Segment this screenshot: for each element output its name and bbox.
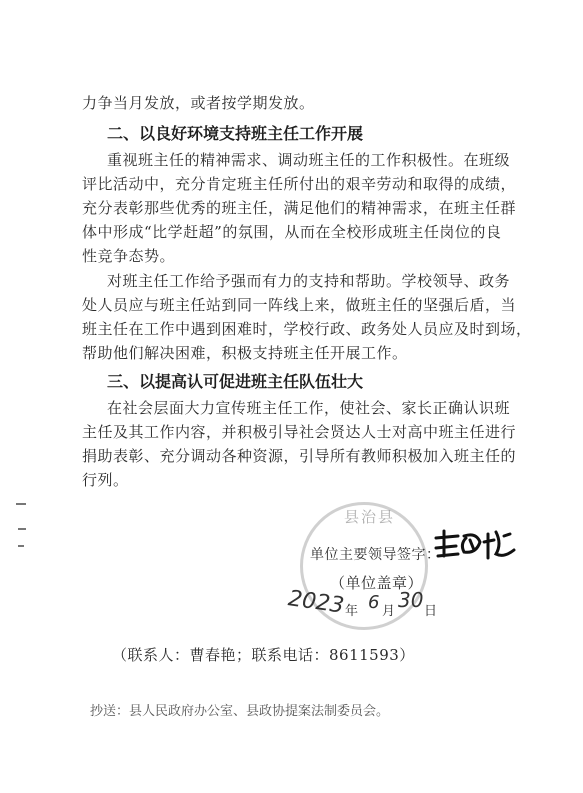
scan-mark (16, 503, 26, 505)
date-day-char: 日 (424, 604, 438, 619)
paragraph-line: 在社会层面大力宣传班主任工作，使社会、家长正确认识班 (107, 399, 511, 417)
date-year: 2023 (286, 586, 346, 619)
paragraph-line: 帮助他们解决困难，积极支持班主任开展工作。 (82, 344, 408, 362)
date-year-char: 年 (345, 604, 359, 619)
scan-mark (18, 545, 24, 547)
scan-mark (18, 528, 26, 530)
paragraph-line: 对班主任工作给予强而有力的支持和帮助。学校领导、政务 (107, 272, 511, 290)
cc-line: 抄送：县人民政府办公室、县政协提案法制委员会。 (90, 704, 390, 719)
seal-text: 县治县 (344, 508, 396, 526)
date-month-char: 月 (382, 604, 396, 619)
paragraph-line: 行列。 (82, 471, 129, 489)
signature-label: 单位主要领导签字： (310, 547, 441, 563)
date-day: 30 (398, 588, 424, 612)
seal-label: （单位盖章） (330, 574, 424, 592)
paragraph-line: 力争当月发放，或者按学期发放。 (82, 94, 315, 112)
paragraph-line: 重视班主任的精神需求、调动班主任的工作积极性。在班级 (107, 151, 511, 169)
paragraph-line: 捐助表彰、充分调动各种资源，引导所有教师积极加入班主任的 (82, 447, 517, 465)
contact-info: （联系人：曹春艳；联系电话：8611593） (112, 646, 415, 664)
paragraph-line: 充分表彰那些优秀的班主任，满足他们的精神需求，在班主任群 (82, 199, 517, 217)
section-heading-3: 三、以提高认可促进班主任队伍壮大 (107, 372, 364, 391)
date-month: 6 (368, 592, 380, 613)
paragraph-line: 评比活动中，充分肯定班主任所付出的艰辛劳动和取得的成绩， (82, 175, 517, 193)
paragraph-line: 班主任在工作中遇到困难时，学校行政、政务处人员应及时到场， (82, 320, 532, 338)
paragraph-line: 体中形成“比学赶超”的氛围，从而在全校形成班主任岗位的良 (82, 223, 502, 241)
paragraph-line: 处人员应与班主任站到同一阵线上来，做班主任的坚强后盾，当 (82, 296, 517, 314)
handwritten-signature (432, 528, 518, 562)
section-heading-2: 二、以良好环境支持班主任工作开展 (107, 124, 364, 143)
paragraph-line: 主任及其工作内容，并积极引导社会贤达人士对高中班主任进行 (82, 423, 517, 441)
paragraph-line: 性竞争态势。 (82, 247, 176, 265)
